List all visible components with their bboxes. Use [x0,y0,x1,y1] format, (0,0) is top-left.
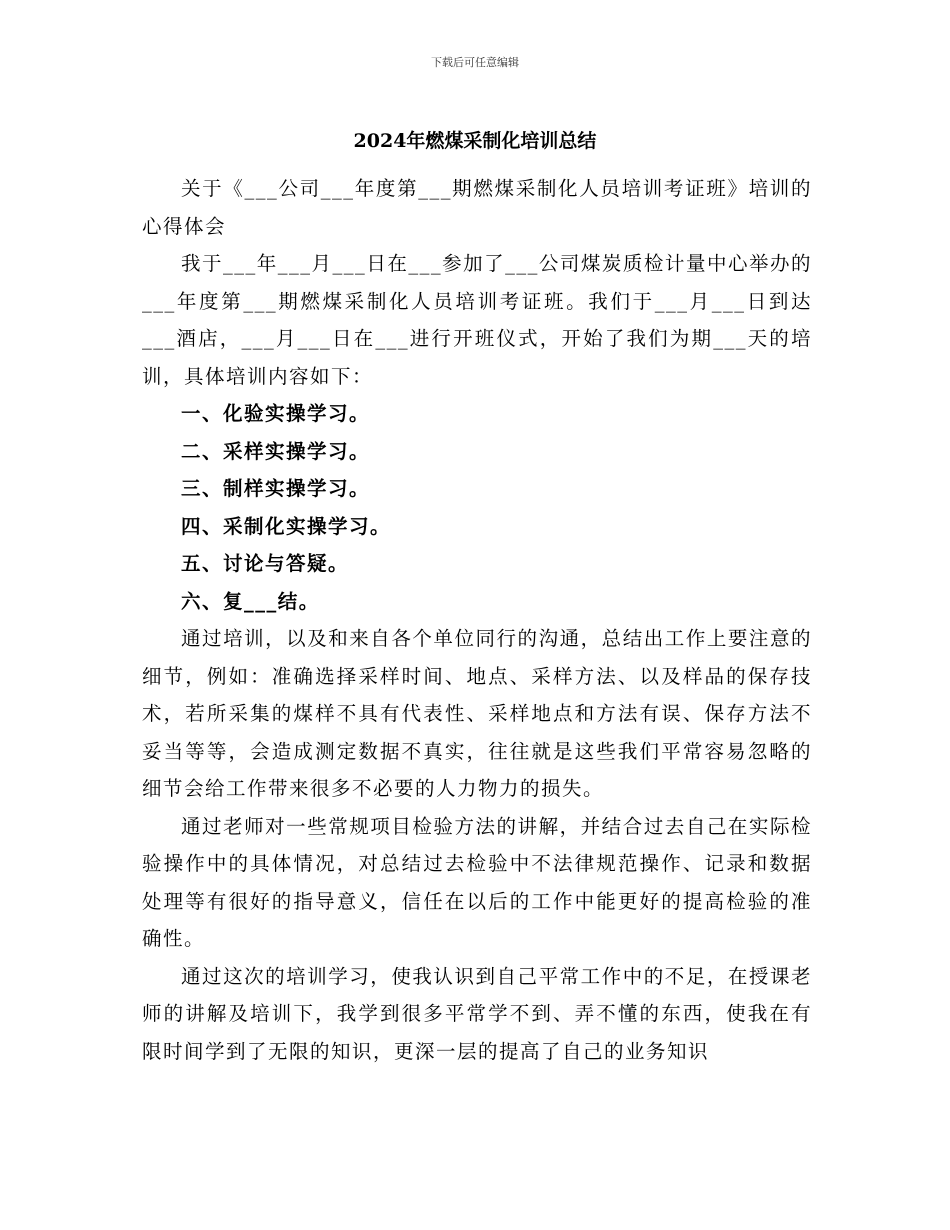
list-item: 二、采样实操学习。 [181,439,371,463]
paragraph-summary: 通过这次的培训学习，使我认识到自己平常工作中的不足，在授课老师的讲解及培训下，我学到很多平常学不到、弄不懂的东西，使我在有限时间学到了无限的知识，更深一层的提高了自己的业务知识 [142,964,812,1063]
page-header: 下载后可任意编辑 [431,56,519,69]
list-item: 五、讨论与答疑。 [181,552,350,575]
paragraph-training-info: 我于___年___月___日在___参加了___公司煤炭质检计量中心举办的___年度第___期燃煤采制化人员培训考证班。我们于___月___日到达___酒店，___月___日在___进行开班仪式，开始了我们为期___天的培训，具体培训内容如下： [142,252,812,388]
list-item: 三、制样实操学习。 [181,477,371,500]
list-item: 一、化验实操学习。 [181,402,371,425]
document-title: 2024年燃煤采制化培训总结 [353,130,597,152]
list-item: 六、复___结。 [181,589,320,613]
document-body [142,170,812,1070]
intro-paragraph: 关于《___公司___年度第___期燃煤采制化人员培训考证班》培训的心得体会 [142,177,812,238]
paragraph-details: 通过培训，以及和来自各个单位同行的沟通，总结出工作上要注意的细节，例如：准确选择采样时间、地点、采样方法、以及样品的保存技术，若所采集的煤样不具有代表性、采样地点和方法有误、保存方法不妥当等等，会造成测定数据不真实，往往就是这些我们平常容易忽略的细节会给工作带来很多不必要的人力物力的损失。 [142,627,812,800]
paragraph-teacher: 通过老师对一些常规项目检验方法的讲解，并结合过去自己在实际检验操作中的具体情况，对总结过去检验中不法律规范操作、记录和数据处理等有很好的指导意义，信任在以后的工作中能更好的提高检验的准确性。 [142,814,812,950]
list-item: 四、采制化实操学习。 [181,514,392,538]
